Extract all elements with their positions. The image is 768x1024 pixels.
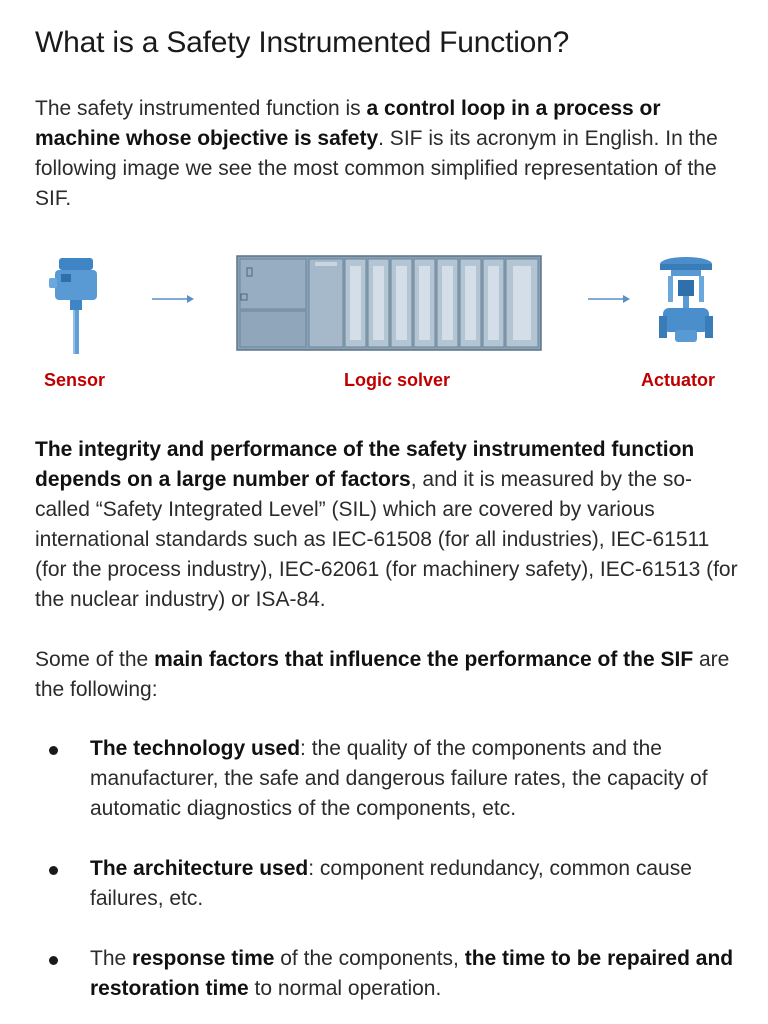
factors-intro-text-2: are the following: <box>35 648 730 701</box>
integrity-paragraph <box>35 435 740 615</box>
plc-rack-icon <box>237 256 541 350</box>
list-item-bold: The architecture used <box>90 857 309 880</box>
integrity-text: , and it is measured by the so-called “Safety Integrated Level” (SIL) which are covered by various international standards such as IEC-61508 (for all industries), IEC-61511 (for the process industry), IEC-62061 (for machinery safety), IEC-61513 (for the nuclear industry) or ISA-84. <box>35 468 738 611</box>
list-item-suffix: to normal operation. <box>248 977 442 1000</box>
intro-bold: a control loop in a process or machine whose objective is safety <box>35 97 661 150</box>
actuator-label: Actuator <box>641 370 716 390</box>
list-item-detail: : the quality of the components and the manufacturer, the safe and dangerous failure rates, the capacity of automatic diagnostics of the components, etc. <box>90 737 708 820</box>
bullet-icon <box>49 866 58 875</box>
sensor-label: Sensor <box>44 370 106 390</box>
list-item-text <box>90 944 740 1004</box>
level-sensor-icon <box>49 258 97 354</box>
intro-text-2: . SIF is its acronym in English. In the following image we see the most common simplified representation of the SIF. <box>35 127 718 210</box>
factors-intro-bold: main factors that influence the performance of the SIF <box>154 648 694 671</box>
factors-intro-paragraph <box>35 645 740 705</box>
intro-text-1: The safety instrumented function is <box>35 97 367 120</box>
list-item-bold-2: the time to be repaired and restoration time <box>90 947 734 1000</box>
bullet-icon <box>49 746 58 755</box>
list-item-detail: : component redundancy, common cause failures, etc. <box>90 857 692 910</box>
logic-solver-label: Logic solver <box>344 370 451 390</box>
control-valve-icon <box>659 257 713 342</box>
list-item-text <box>90 854 740 914</box>
list-item-bold: response time <box>132 947 275 970</box>
list-item-text <box>90 734 740 824</box>
list-item-prefix: The <box>90 947 133 970</box>
sif-diagram <box>35 244 735 396</box>
factors-intro-text-1: Some of the <box>35 648 155 671</box>
integrity-bold: The integrity and performance of the safety instrumented function depends on a large number of factors <box>35 438 695 491</box>
list-item-bold: The technology used <box>90 737 301 760</box>
intro-paragraph <box>35 94 740 214</box>
list-item-detail: of the components, <box>274 947 465 970</box>
page-title: What is a Safety Instrumented Function? <box>35 26 570 59</box>
arrow-right-icon <box>588 295 630 303</box>
bullet-icon <box>49 956 58 965</box>
arrow-right-icon <box>152 295 194 303</box>
